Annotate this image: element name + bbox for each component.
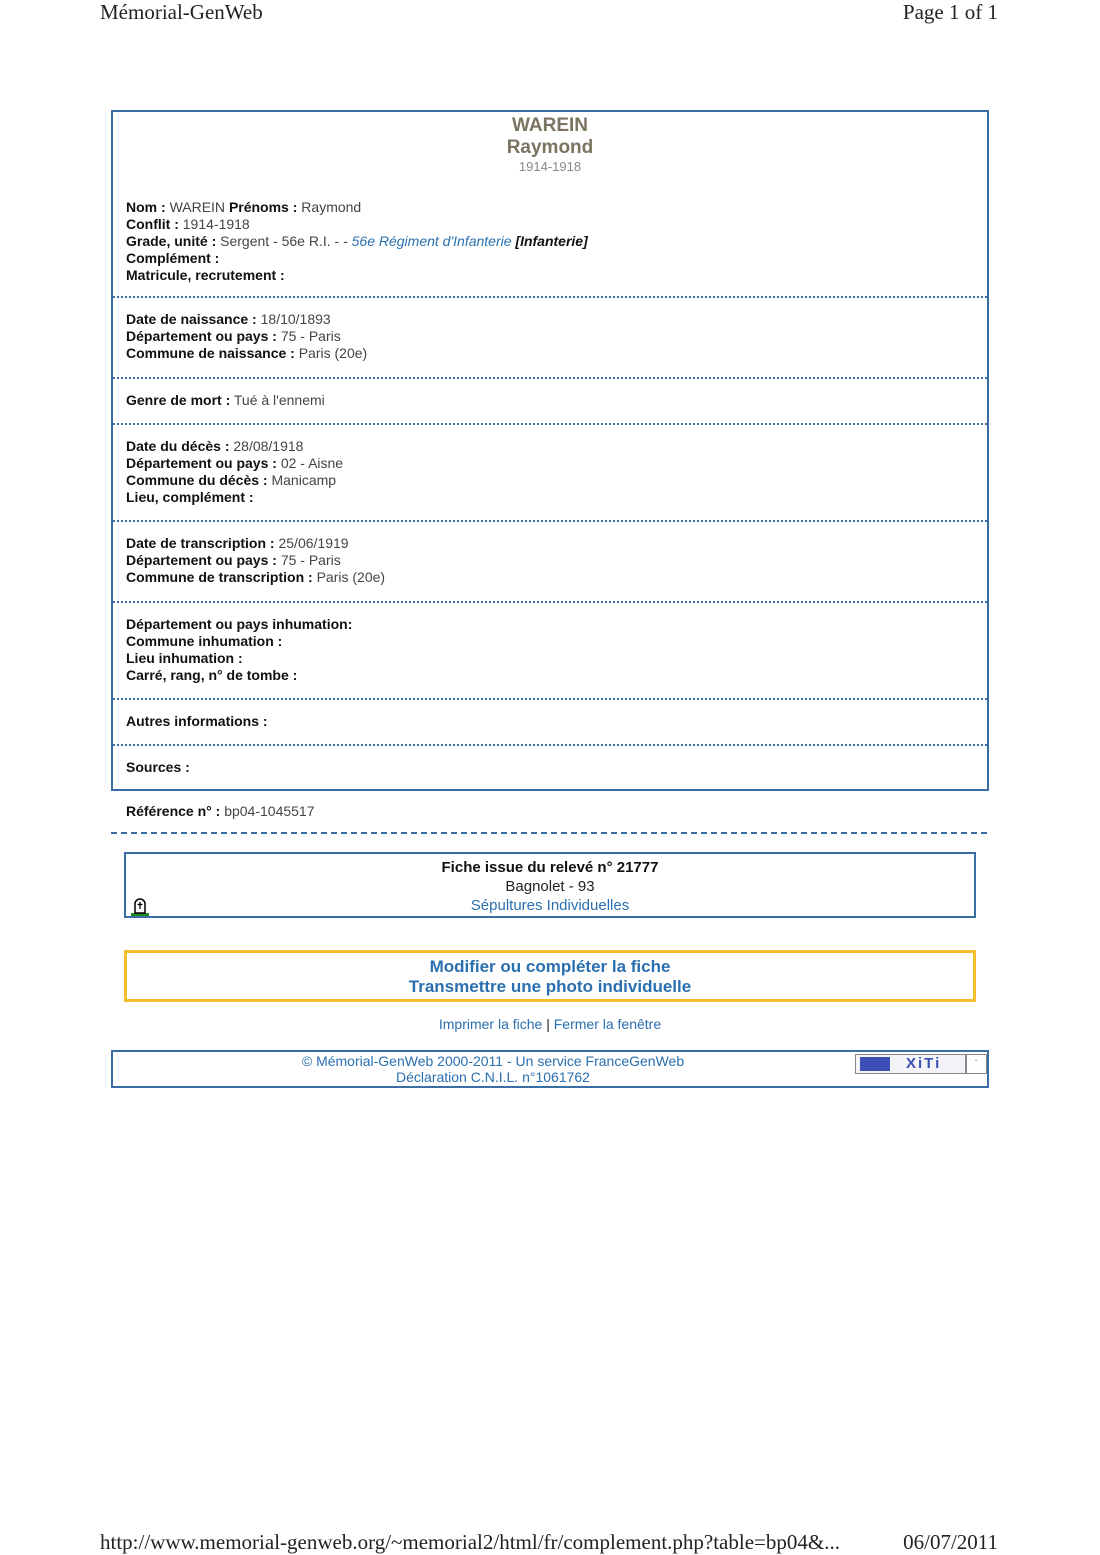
transcription-dept-value: 75 - Paris [280, 552, 341, 568]
modify-fiche-link[interactable]: Modifier ou compléter la fiche [429, 957, 671, 976]
lastname-title: WAREIN [512, 115, 588, 136]
conflit-value: 1914-1918 [182, 216, 250, 232]
inhumation-carre-row [126, 667, 987, 684]
deces-date-row [126, 438, 987, 455]
identity-section [113, 173, 987, 298]
print-footer [100, 1530, 998, 1555]
xiti-bars-icon [860, 1057, 890, 1071]
reference-value: bp04-1045517 [224, 803, 315, 819]
inhumation-section [113, 603, 987, 700]
deces-lieu-label: Lieu, complément : [126, 489, 254, 505]
sources-row [126, 759, 987, 776]
prenoms-label: Prénoms : [228, 199, 298, 215]
transcription-date-value: 25/06/1919 [278, 535, 349, 551]
firstname-title: Raymond [506, 137, 594, 158]
title-block [113, 112, 987, 173]
print-fiche-link[interactable]: Imprimer la fiche [438, 1016, 543, 1032]
transcription-commune-value: Paris (20e) [316, 569, 386, 585]
xiti-label: XiTi [906, 1055, 942, 1072]
reference-row [126, 803, 315, 819]
mort-value: Tué à l'ennemi [233, 392, 325, 408]
autres-label: Autres informations : [126, 713, 268, 729]
naissance-commune-label: Commune de naissance : [126, 345, 295, 361]
releve-type-link[interactable]: Sépultures Individuelles [470, 897, 630, 914]
grade-row [126, 233, 987, 250]
transcription-dept-row [126, 552, 987, 569]
nom-label: Nom : [126, 199, 166, 215]
prenoms-value: Raymond [301, 199, 362, 215]
deces-commune-label: Commune du décès : [126, 472, 268, 488]
naissance-dept-value: 75 - Paris [280, 328, 341, 344]
deces-dept-value: 02 - Aisne [280, 455, 344, 471]
grade-label: Grade, unité : [126, 233, 217, 249]
naissance-dept-row [126, 328, 987, 345]
deces-dept-row [126, 455, 987, 472]
naissance-section [113, 298, 987, 379]
transcription-commune-label: Commune de transcription : [126, 569, 313, 585]
conflit-row [126, 216, 987, 233]
autres-section [113, 700, 987, 746]
sources-label: Sources : [126, 759, 190, 775]
years-title: 1914-1918 [518, 159, 582, 174]
print-footer-date: 06/07/2011 [903, 1530, 998, 1554]
deces-lieu-row [126, 489, 987, 506]
deces-dept-label: Département ou pays : [126, 455, 277, 471]
deces-date-label: Date du décès : [126, 438, 230, 454]
releve-box [124, 852, 976, 918]
autres-row [126, 713, 987, 730]
window-links [0, 1016, 1100, 1032]
tomb-icon [130, 896, 150, 916]
print-header-site: Mémorial-GenWeb [100, 0, 263, 24]
separator-line [111, 832, 987, 834]
complement-label: Complément : [126, 250, 220, 266]
naissance-commune-value: Paris (20e) [298, 345, 368, 361]
transcription-date-row [126, 535, 987, 552]
matricule-label: Matricule, recrutement : [126, 267, 285, 283]
nom-row [126, 199, 987, 216]
mort-row [126, 392, 987, 409]
links-separator: | [546, 1016, 550, 1032]
inhumation-dept-label: Département ou pays inhumation: [126, 616, 353, 632]
nom-value: WAREIN [169, 199, 226, 215]
transcription-date-label: Date de transcription : [126, 535, 275, 551]
transcription-commune-row [126, 569, 987, 586]
naissance-commune-row [126, 345, 987, 362]
inhumation-carre-label: Carré, rang, n° de tombe : [126, 667, 298, 683]
inhumation-dept-row [126, 616, 987, 633]
naissance-dept-label: Département ou pays : [126, 328, 277, 344]
footer-text [113, 1053, 873, 1085]
xiti-badge[interactable] [855, 1054, 967, 1074]
regiment-link[interactable]: 56e Régiment d'Infanterie [351, 233, 512, 249]
naissance-date-row [126, 311, 987, 328]
matricule-row [126, 267, 987, 284]
sources-section [113, 746, 987, 792]
transcription-dept-label: Département ou pays : [126, 552, 277, 568]
xiti-button[interactable]: · [965, 1054, 987, 1074]
grade-value: Sergent - 56e R.I. - - [220, 233, 348, 249]
arm-value: [Infanterie] [515, 233, 588, 249]
complement-row [126, 250, 987, 267]
deces-section [113, 425, 987, 522]
inhumation-commune-label: Commune inhumation : [126, 633, 283, 649]
naissance-date-label: Date de naissance : [126, 311, 257, 327]
releve-title: Fiche issue du relevé n° 21777 [441, 859, 659, 876]
mort-section [113, 379, 987, 425]
cnil-text: Déclaration C.N.I.L. n°1061762 [396, 1069, 590, 1085]
print-footer-url: http://www.memorial-genweb.org/~memorial2/html/fr/complement.php?table=bp04&... [100, 1530, 840, 1554]
naissance-date-value: 18/10/1893 [260, 311, 331, 327]
footer-box [111, 1050, 989, 1088]
mort-label: Genre de mort : [126, 392, 231, 408]
print-header [100, 0, 998, 30]
reference-label: Référence n° : [126, 803, 221, 819]
transcription-section [113, 522, 987, 603]
releve-place: Bagnolet - 93 [505, 878, 595, 895]
print-header-page: Page 1 of 1 [902, 0, 998, 24]
inhumation-lieu-row [126, 650, 987, 667]
fiche-card [111, 110, 989, 791]
deces-date-value: 28/08/1918 [233, 438, 304, 454]
deces-commune-row [126, 472, 987, 489]
close-window-link[interactable]: Fermer la fenêtre [553, 1016, 662, 1032]
inhumation-lieu-label: Lieu inhumation : [126, 650, 243, 666]
send-photo-link[interactable]: Transmettre une photo individuelle [408, 977, 692, 996]
inhumation-commune-row [126, 633, 987, 650]
actions-box [124, 950, 976, 1002]
deces-commune-value: Manicamp [271, 472, 337, 488]
copyright-link[interactable]: © Mémorial-GenWeb 2000-2011 - Un service FranceGenWeb [301, 1053, 685, 1069]
conflit-label: Conflit : [126, 216, 179, 232]
